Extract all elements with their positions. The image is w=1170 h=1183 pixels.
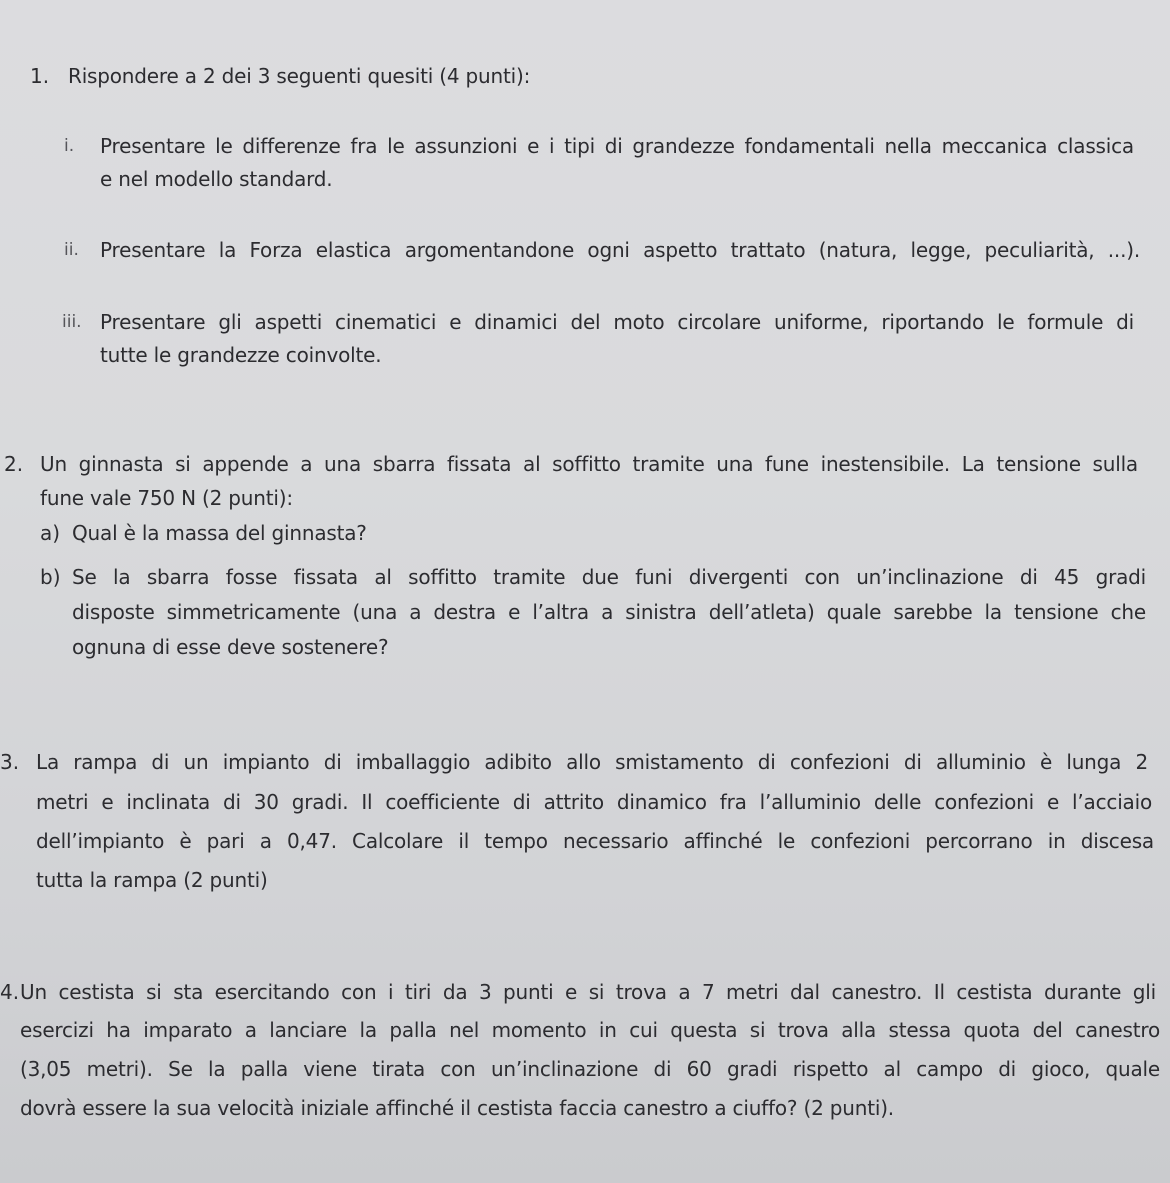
question-number: 1.	[30, 64, 50, 88]
item-marker: ii.	[64, 240, 79, 260]
item-text-line: Presentare la Forza elastica argomentandone ogni aspetto trattato (natura, legge, peculiarità, ...).	[100, 238, 1140, 262]
item-text-line: Se la sbarra fosse fissata al soffitto tramite due funi divergenti con un’inclinazione di 45 gradi	[72, 565, 1146, 589]
item-marker: a)	[40, 521, 61, 545]
item-text-line: Presentare le differenze fra le assunzioni e i tipi di grandezze fondamentali nella meccanica classica	[100, 134, 1134, 158]
question-text-line: Un ginnasta si appende a una sbarra fissata al soffitto tramite una fune inestensibile. La tensione sulla	[40, 452, 1138, 476]
question-text-line: La rampa di un impianto di imballaggio adibito allo smistamento di confezioni di alluminio è lunga 2	[36, 750, 1148, 774]
item-marker: b)	[40, 565, 61, 589]
question-number: 3.	[0, 750, 20, 774]
item-text-line: ognuna di esse deve sostenere?	[72, 635, 389, 659]
item-marker: i.	[64, 136, 75, 156]
item-text-line: Presentare gli aspetti cinematici e dinamici del moto circolare uniforme, riportando le formule di	[100, 310, 1134, 334]
item-text-line: Qual è la massa del ginnasta?	[72, 521, 367, 545]
question-text-line: esercizi ha imparato a lanciare la palla nel momento in cui questa si trova alla stessa quota del canestro	[20, 1018, 1160, 1042]
question-intro: Rispondere a 2 dei 3 seguenti quesiti (4 punti):	[68, 64, 531, 88]
question-text-line: fune vale 750 N (2 punti):	[40, 486, 293, 510]
question-text-line: metri e inclinata di 30 gradi. Il coefficiente di attrito dinamico fra l’alluminio delle confezioni e l’acciaio	[36, 790, 1152, 814]
question-number: 4.	[0, 980, 20, 1004]
question-text-line: (3,05 metri). Se la palla viene tirata con un’inclinazione di 60 gradi rispetto al campo di gioco, quale	[20, 1057, 1160, 1081]
item-marker: iii.	[62, 312, 82, 332]
item-text-line: tutte le grandezze coinvolte.	[100, 343, 382, 367]
question-text-line: dell’impianto è pari a 0,47. Calcolare il tempo necessario affinché le confezioni percorrano in discesa	[36, 829, 1154, 853]
question-text-line: tutta la rampa (2 punti)	[36, 868, 268, 892]
item-text-line: disposte simmetricamente (una a destra e l’altra a sinistra dell’atleta) quale sarebbe la tensione che	[72, 600, 1146, 624]
question-text-line: Un cestista si sta esercitando con i tiri da 3 punti e si trova a 7 metri dal canestro. Il cestista durante gli	[20, 980, 1156, 1004]
item-text-line: e nel modello standard.	[100, 167, 333, 191]
question-number: 2.	[4, 452, 24, 476]
question-text-line: dovrà essere la sua velocità iniziale affinché il cestista faccia canestro a ciuffo? (2 punti).	[20, 1096, 894, 1120]
